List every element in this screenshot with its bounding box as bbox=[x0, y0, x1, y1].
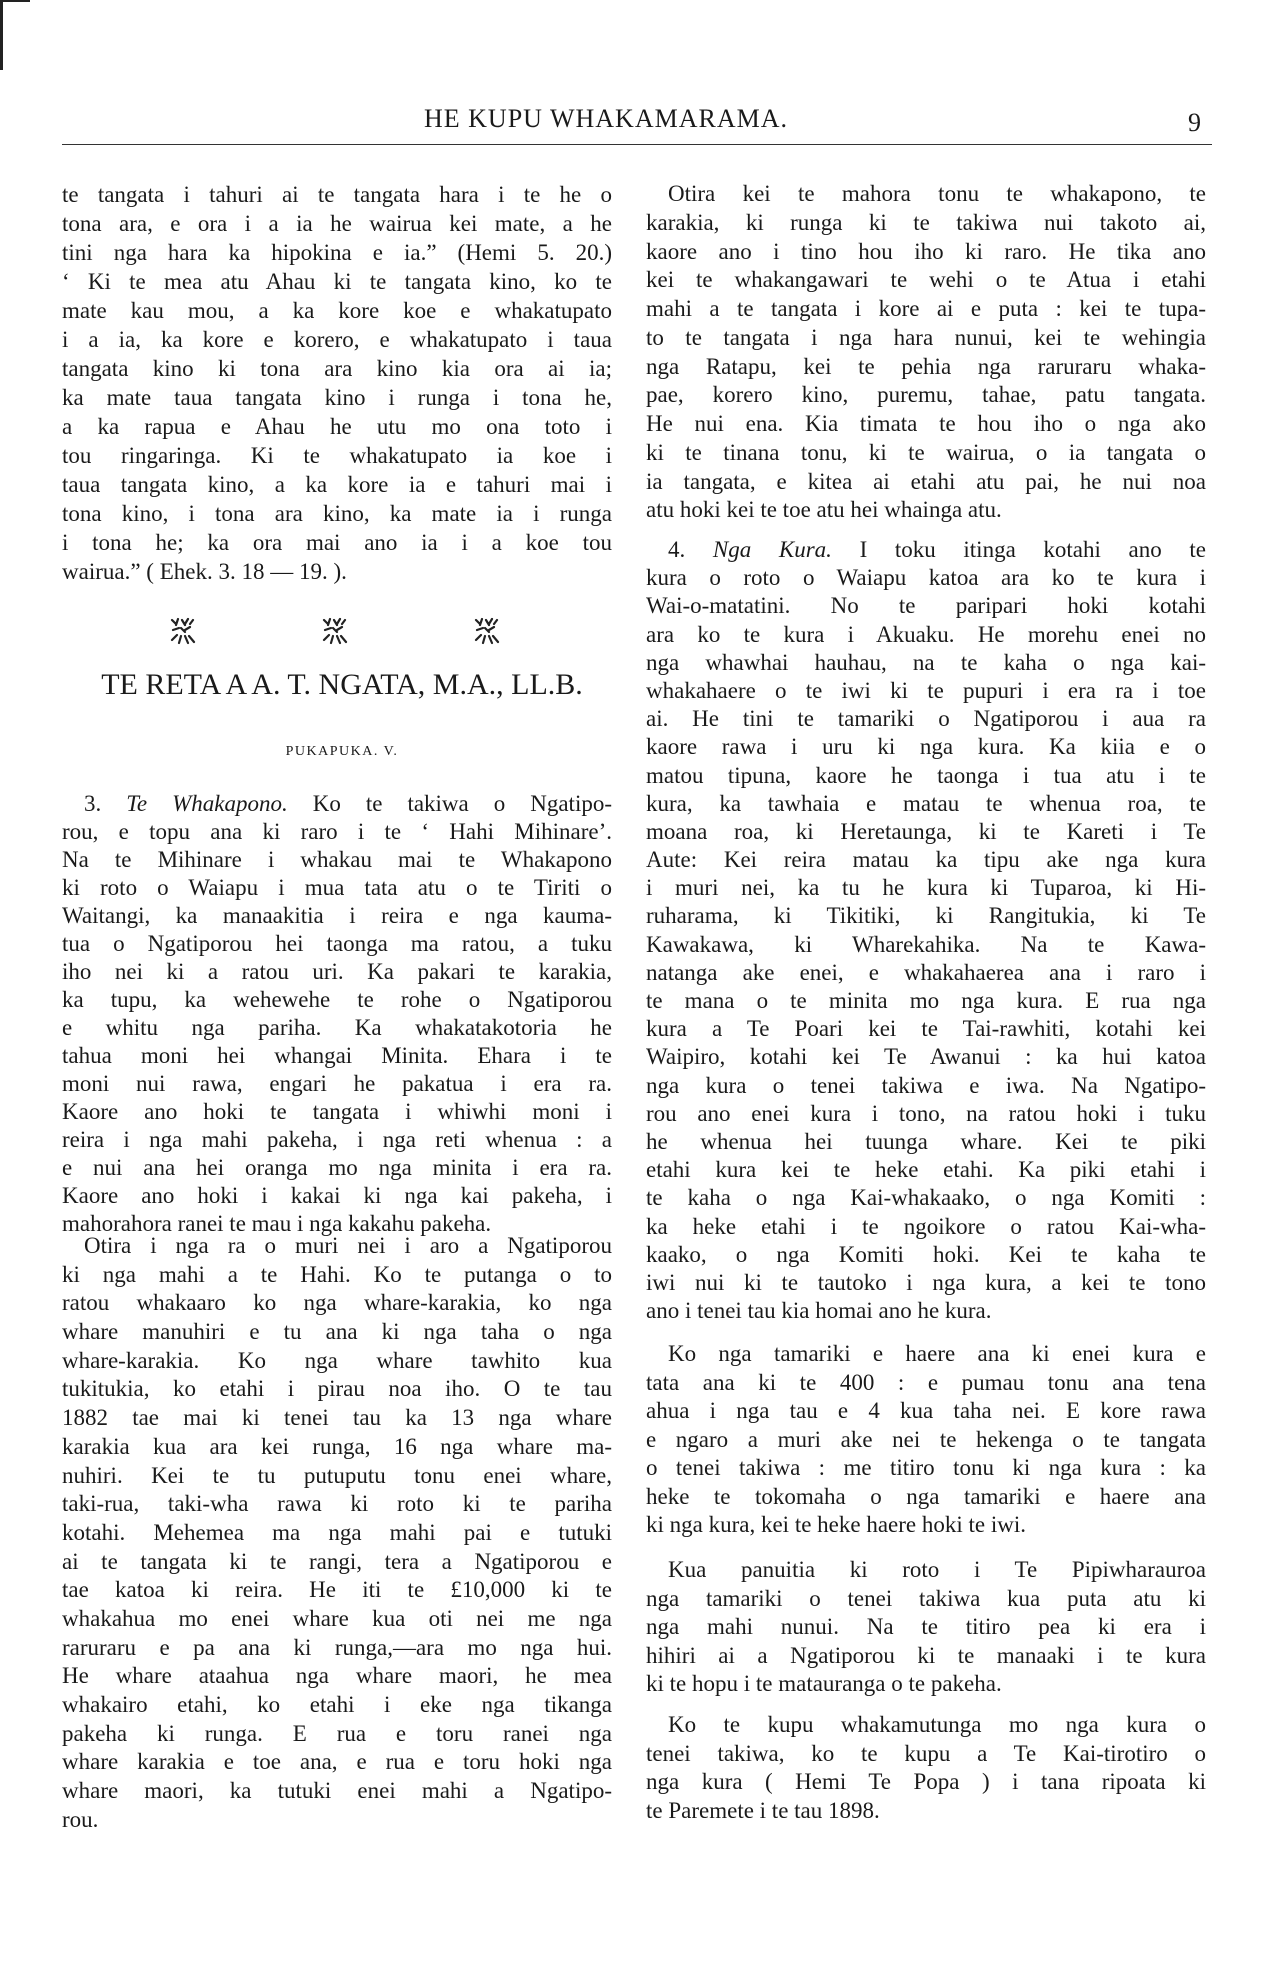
text-line: pakeha ki runga. E rua e toru ranei nga bbox=[62, 1720, 612, 1746]
text-line: ai. He tini te tamariki o Ngatiporou i aua ra bbox=[646, 706, 1206, 732]
text-line: He nui ena. Kia timata te hou iho o nga ako bbox=[646, 411, 1206, 436]
text-line: ki te hopu i te matauranga o te pakeha. bbox=[646, 1671, 1002, 1696]
line-text: I toku itinga kotahi ano te bbox=[859, 537, 1206, 562]
text-line: karakia kua ara kei runga, 16 nga whare ma- bbox=[62, 1433, 612, 1459]
text-line: kura o roto o Waiapu katoa ara ko te kura i bbox=[646, 565, 1206, 591]
text-line: nga kura ( Hemi Te Popa ) i tana ripoata ki bbox=[646, 1769, 1206, 1794]
text-line: karakia, ki runga ki te takiwa nui takoto ai, bbox=[646, 209, 1206, 235]
text-line: etahi kura kei te heke etahi. Ka piki etahi i bbox=[646, 1157, 1206, 1183]
text-line: rou ano enei kura i tono, na ratou hoki i tuku bbox=[646, 1100, 1206, 1126]
paragraph bbox=[646, 1340, 1206, 1540]
ornament-icon bbox=[168, 616, 198, 646]
paragraph bbox=[62, 790, 612, 1238]
text-line: wairua.” ( Ehek. 3. 18 — 19. ). bbox=[62, 559, 347, 584]
paragraph bbox=[62, 180, 612, 586]
text-line: tahua moni hei whangai Minita. Ehara i te bbox=[62, 1043, 612, 1068]
text-line: nuhiri. Kei te tu putuputu tonu enei whare, bbox=[62, 1462, 612, 1488]
text-line: matou tipuna, kaore he taonga i tua atu i te bbox=[646, 762, 1206, 788]
text-line: tangata kino ki tona ara kino kia ora ai ia; bbox=[62, 356, 612, 381]
text-line: tona ara, e ora i a ia he wairua kei mate, a he bbox=[62, 211, 612, 236]
ornament-icon bbox=[472, 616, 502, 646]
ornament-icon bbox=[320, 616, 350, 646]
text-line: mate kau mou, a ka kore koe e whakatupato bbox=[62, 298, 612, 323]
text-line: moni nui rawa, engari he pakatua i era ra. bbox=[62, 1071, 612, 1096]
text-line: i a ia, ka kore e korero, e whakatupato i taua bbox=[62, 327, 612, 352]
text-line: Aute: Kei reira matau ka tipu ake nga kura bbox=[646, 847, 1206, 873]
text-line: tae katoa ki reira. He iti te £10,000 ki te bbox=[62, 1577, 612, 1603]
text-line: mahi a te tangata i kore ai e puta : kei te tupa- bbox=[646, 296, 1206, 321]
text-line: tukitukia, ko etahi i pirau noa iho. O te tau bbox=[62, 1376, 612, 1402]
text-line: ka tupu, ka wehewehe te rohe o Ngatiporou bbox=[62, 987, 612, 1012]
text-line: natanga ake enei, e whakahaerea ana i raro i bbox=[646, 959, 1206, 985]
section-title: Te Whakapono. bbox=[126, 791, 288, 816]
text-line: ruharama, ki Tikitiki, ki Rangitukia, ki Te bbox=[646, 903, 1206, 929]
text-line: Waipiro, kotahi kei Te Awanui : ka hui katoa bbox=[646, 1044, 1206, 1070]
section-number: 4. bbox=[668, 537, 686, 562]
text-line: Na te Mihinare i whakau mai te Whakapono bbox=[62, 847, 612, 872]
header-rule bbox=[62, 144, 1212, 145]
letter-heading: TE RETA A A. T. NGATA, M.A., LL.B. bbox=[101, 668, 583, 701]
scan-edge bbox=[0, 0, 30, 2]
text-line: to te tangata i nga hara nunui, kei te wehingia bbox=[646, 324, 1206, 350]
text-line: ki te tinana tonu, ki te wairua, o ia tangata o bbox=[646, 439, 1206, 465]
text-line: mahorahora ranei te mau i nga kakahu pakeha. bbox=[62, 1211, 492, 1236]
text-line: Ko te kupu whakamutunga mo nga kura o bbox=[668, 1712, 1206, 1737]
paragraph bbox=[646, 536, 1206, 1325]
text-line: whakairo etahi, ko etahi i eke nga tikanga bbox=[62, 1692, 612, 1717]
text-line: whare karakia e toe ana, e rua e toru hoki nga bbox=[62, 1749, 612, 1775]
text-line: Otira i nga ra o muri nei i aro a Ngatiporou bbox=[84, 1233, 612, 1258]
text-line: ara ko te kura i Akuaku. He morehu enei no bbox=[646, 621, 1206, 647]
text-line bbox=[62, 790, 612, 818]
text-line: tua o Ngatiporou hei taonga ma ratou, a tuku bbox=[62, 931, 612, 956]
text-line: iwi nui ki te tautoko i nga kura, a kei te tono bbox=[646, 1269, 1206, 1295]
text-line: ‘ Ki te mea atu Ahau ki te tangata kino, ko te bbox=[62, 269, 612, 294]
text-line: ai te tangata ki te rangi, tera a Ngatiporou e bbox=[62, 1548, 612, 1574]
text-line: hihiri ai a Ngatiporou ki te manaaki i te kura bbox=[646, 1642, 1206, 1668]
text-line: kaako, o nga Komiti hoki. Kei te kaha te bbox=[646, 1241, 1206, 1267]
text-line: ki nga mahi a te Hahi. Ko te putanga o to bbox=[62, 1261, 612, 1287]
text-line: He whare ataahua nga whare maori, he mea bbox=[62, 1663, 612, 1689]
text-line: Waitangi, ka manaakitia i reira e nga kauma- bbox=[62, 903, 612, 928]
text-line: Kaore ano hoki te tangata i whiwhi moni i bbox=[62, 1099, 612, 1124]
text-line: e whitu nga pariha. Ka whakatakotoria he bbox=[62, 1015, 612, 1040]
text-line: nga Ratapu, kei te pehia nga raruraru whaka- bbox=[646, 353, 1206, 379]
text-line: rou, e topu ana ki raro i te ‘ Hahi Mihinare’. bbox=[62, 819, 612, 844]
text-line: e nui ana hei oranga mo nga minita i era ra. bbox=[62, 1155, 612, 1180]
text-line: nga whawhai hauhau, na te kaha o nga kai- bbox=[646, 649, 1206, 675]
section-title: Nga Kura. bbox=[712, 537, 832, 562]
text-line: taki-rua, taki-wha rawa ki roto ki te pariha bbox=[62, 1491, 612, 1517]
text-line: i tona he; ka ora mai ano ia i a koe tou bbox=[62, 530, 612, 555]
text-line: ki nga kura, kei te heke haere hoki te iwi. bbox=[646, 1512, 1026, 1537]
text-line: kei te whakangawari te wehi o te Atua i etahi bbox=[646, 267, 1206, 293]
text-line: Ko nga tamariki e haere ana ki enei kura e bbox=[668, 1341, 1206, 1366]
text-line: Wai-o-matatini. No te paripari hoki kotahi bbox=[646, 593, 1206, 619]
text-line: 1882 tae mai ki tenei tau ka 13 nga whare bbox=[62, 1405, 612, 1431]
text-line: Kawakawa, ki Wharekahika. Na te Kawa- bbox=[646, 931, 1206, 957]
text-line: he whenua hei tuunga whare. Kei te piki bbox=[646, 1128, 1206, 1154]
text-line: whare-karakia. Ko nga whare tawhito kua bbox=[62, 1347, 612, 1373]
text-line: rou. bbox=[62, 1806, 99, 1832]
text-line: whare manuhiri e tu ana ki nga taha o nga bbox=[62, 1319, 612, 1345]
text-line: tata ana ki te 400 : e pumau tonu ana tena bbox=[646, 1369, 1206, 1395]
text-line: ratou whakaaro ko nga whare-karakia, ko nga bbox=[62, 1290, 612, 1316]
scan-edge bbox=[0, 0, 3, 70]
text-line: reira i nga mahi pakeha, i nga reti whenua : a bbox=[62, 1127, 612, 1152]
text-line: te mana o te minita mo nga kura. E rua nga bbox=[646, 988, 1206, 1013]
text-line: moana roa, ki Heretaunga, ki te Kareti i Te bbox=[646, 818, 1206, 844]
text-line: whakahua mo enei whare kua oti nei me nga bbox=[62, 1605, 612, 1631]
text-line: te tangata i tahuri ai te tangata hara i te he o bbox=[62, 182, 612, 207]
text-line: te kaha o nga Kai-whakaako, o nga Komiti : bbox=[646, 1185, 1206, 1211]
text-line: te Paremete i te tau 1898. bbox=[646, 1797, 880, 1823]
text-line: kaore ano i tino hou iho ki raro. He tika ano bbox=[646, 238, 1206, 264]
text-line: kotahi. Mehemea ma nga mahi pai e tutuki bbox=[62, 1519, 612, 1545]
text-line: nga tamariki o tenei takiwa kua puta atu ki bbox=[646, 1585, 1206, 1611]
text-line: ka heke etahi i te ngoikore o ratou Kai-wha- bbox=[646, 1213, 1206, 1239]
text-line: Kaore ano hoki i kakai ki nga kai pakeha, i bbox=[62, 1183, 612, 1208]
text-line: kura a Te Poari kei te Tai-rawhiti, kotahi kei bbox=[646, 1016, 1206, 1042]
text-line: heke te tokomaha o nga tamariki e haere ana bbox=[646, 1483, 1206, 1509]
text-line: ki roto o Waiapu i mua tata atu o te Tiriti o bbox=[62, 875, 612, 900]
text-line: atu hoki kei te toe atu hei whainga atu. bbox=[646, 497, 1002, 523]
line-text: Ko te takiwa o Ngatipo- bbox=[312, 791, 612, 816]
section-number: 3. bbox=[84, 791, 102, 816]
text-line: tenei takiwa, ko te kupu a Te Kai-tirotiro o bbox=[646, 1740, 1206, 1766]
paragraph bbox=[646, 1556, 1206, 1699]
text-line: ia tangata, e kitea ai etahi atu pai, he nui noa bbox=[646, 468, 1206, 494]
text-line: kaore rawa i uru ki nga kura. Ka kiia e o bbox=[646, 734, 1206, 760]
paragraph bbox=[646, 1711, 1206, 1825]
text-line: tona kino, i tona ara kino, ka mate ia i runga bbox=[62, 501, 612, 526]
text-line: tou ringaringa. Ki te whakatupato ia koe i bbox=[62, 443, 612, 468]
text-line: Otira kei te mahora tonu te whakapono, te bbox=[668, 181, 1206, 206]
text-line: taua tangata kino, a ka kore ia e tahuri mai i bbox=[62, 472, 612, 497]
paragraph bbox=[62, 1232, 612, 1834]
text-line: i muri nei, ka tu he kura ki Tuparoa, ki Hi- bbox=[646, 875, 1206, 901]
text-line: Kua panuitia ki roto i Te Pipiwharauroa bbox=[668, 1557, 1206, 1582]
running-header: HE KUPU WHAKAMARAMA. bbox=[423, 104, 789, 133]
text-line bbox=[646, 536, 1206, 564]
text-line: nga mahi nunui. Na te titiro pea ki era i bbox=[646, 1614, 1206, 1639]
text-line: kura, ka tawhaia e matau te whenua roa, te bbox=[646, 790, 1206, 816]
text-line: e ngaro a muri ake nei te hekenga o te tangata bbox=[646, 1426, 1206, 1452]
text-line: ano i tenei tau kia homai ano he kura. bbox=[646, 1298, 992, 1324]
page-number: 9 bbox=[1188, 108, 1201, 137]
text-line: raruraru e pa ana ki runga,—ara mo nga hui. bbox=[62, 1634, 612, 1660]
text-line: pae, korero kino, puremu, tahae, patu tangata. bbox=[646, 382, 1206, 408]
text-line: ahua i nga tau e 4 kua taha nei. E kore rawa bbox=[646, 1398, 1206, 1423]
text-line: whakahaere o te iwi ki te pupuri i era ra i toe bbox=[646, 677, 1206, 703]
text-line: tini nga hara ka hipokina e ia.” (Hemi 5. 20.) bbox=[62, 240, 612, 265]
text-line: a ka rapua e Ahau he utu mo ona toto i bbox=[62, 414, 612, 439]
text-line: whare maori, ka tutuki enei mahi a Ngatipo- bbox=[62, 1778, 612, 1804]
letter-subheading: PUKAPUKA. V. bbox=[285, 744, 399, 759]
text-line: nga kura o tenei takiwa e iwa. Na Ngatipo- bbox=[646, 1072, 1206, 1098]
paragraph bbox=[646, 180, 1206, 525]
text-line: ka mate taua tangata kino i runga i tona he, bbox=[62, 385, 612, 410]
text-line: o tenei takiwa : me titiro tonu ki nga kura : ka bbox=[646, 1455, 1206, 1480]
text-line: iho nei ki a ratou uri. Ka pakari te karakia, bbox=[62, 959, 612, 984]
